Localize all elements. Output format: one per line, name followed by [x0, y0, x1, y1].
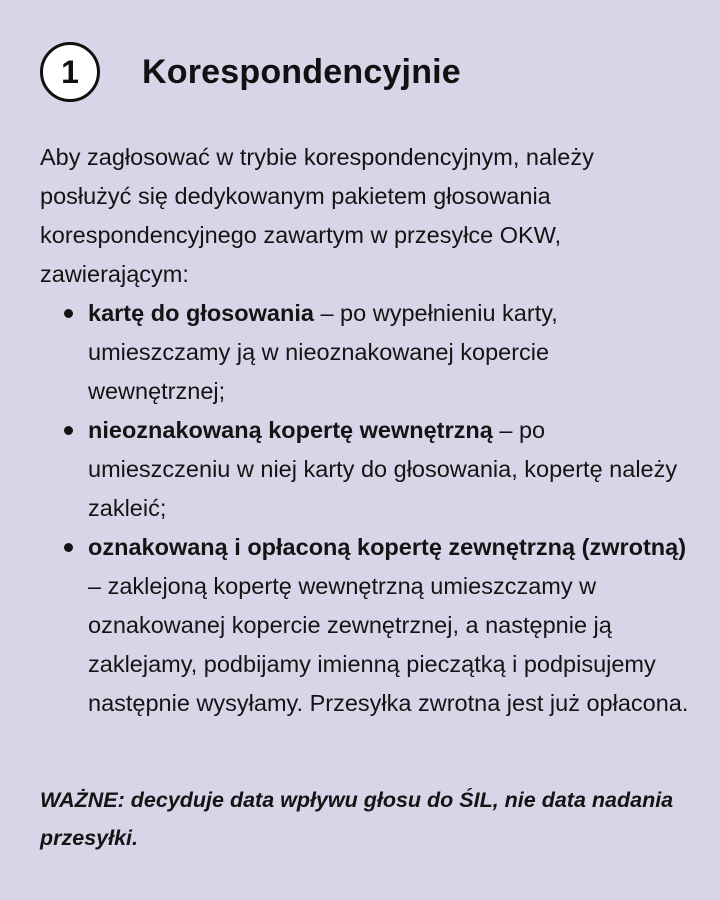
package-contents-list [40, 294, 690, 723]
list-item-term: oznakowaną i opłaconą kopertę zewnętrzną (zwrotną) [88, 534, 687, 560]
list-item-ballot [40, 294, 690, 411]
bullet-icon [64, 309, 73, 318]
step-number-badge: 1 [40, 42, 100, 102]
list-item-inner-envelope [40, 411, 690, 528]
section-title: Korespondencyjnie [142, 52, 461, 91]
list-item-description: – po wypełnieniu karty, umieszczamy ją w nieoznakowanej kopercie wewnętrznej; [88, 300, 558, 404]
bullet-icon [64, 426, 73, 435]
list-item-term: kartę do głosowania [88, 300, 314, 326]
important-note: WAŻNE: decyduje data wpływu głosu do ŚIL, nie data nadania przesyłki. [40, 788, 674, 850]
list-item-description: – zaklejoną kopertę wewnętrzną umieszczamy w oznakowanej kopercie zewnętrznej, a następnie ją zaklejamy, podbijamy imienną pieczątką i podpisujemy następnie wysyłamy. Przesyłka zwrotna jest już opłacona. [88, 573, 689, 716]
list-item-description: – po umieszczeniu w niej karty do głosowania, kopertę należy zakleić; [88, 417, 678, 521]
bullet-icon [64, 543, 73, 552]
list-item-return-envelope [40, 528, 690, 723]
list-item-term: nieoznakowaną kopertę wewnętrzną [88, 417, 493, 443]
intro-paragraph: Aby zagłosować w trybie korespondencyjnym, należy posłużyć się dedykowanym pakietem głosowania korespondencyjnego zawartym w przesyłce OKW, zawierającym: [40, 144, 594, 287]
instructions-body [40, 138, 690, 723]
section-header [40, 42, 461, 102]
